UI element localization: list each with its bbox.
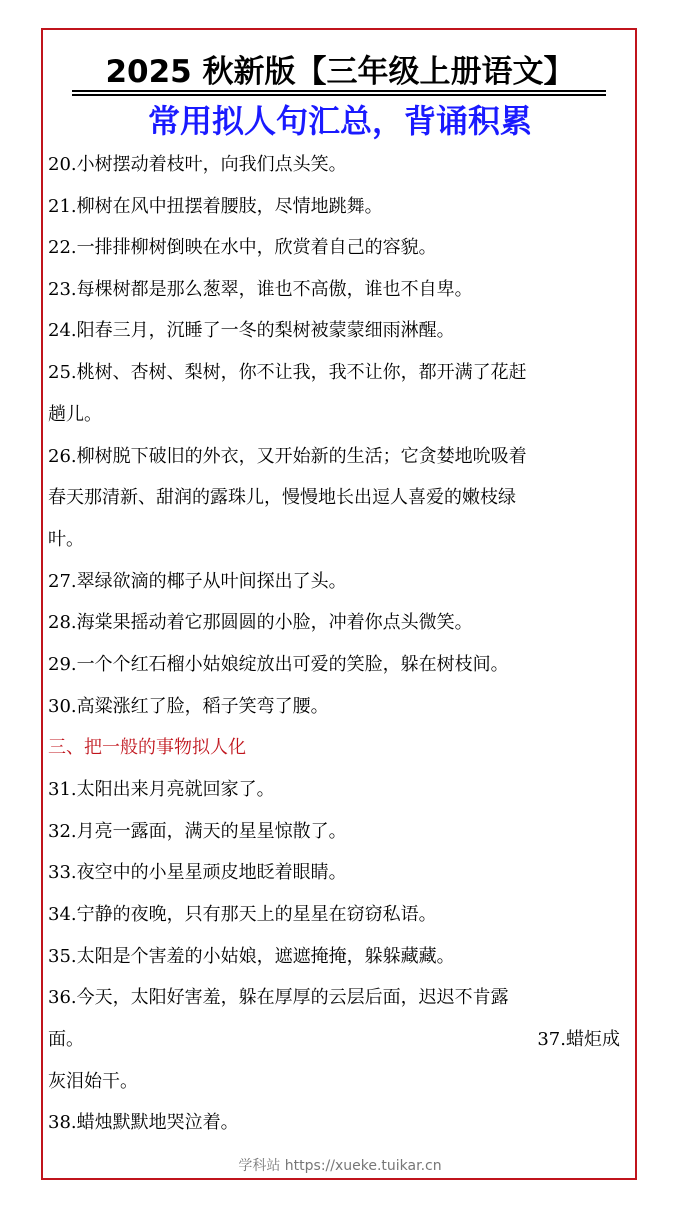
sentence-34: 34.宁静的夜晚，只有那天上的星星在窃窃私语。 bbox=[48, 904, 437, 925]
page-subtitle: 常用拟人句汇总，背诵积累 bbox=[147, 102, 532, 140]
sentence-26: 26.柳树脱下破旧的外衣，又开始新的生活；它贪婪地吮吸着 bbox=[48, 446, 527, 467]
page-title: 2025 秋新版【三年级上册语文】 bbox=[105, 54, 575, 90]
sentence-26-cont: 春天那清新、甜润的露珠儿，慢慢地长出逗人喜爱的嫩枝绿 bbox=[48, 487, 516, 508]
sentence-23: 23.每棵树都是那么葱翠，谁也不高傲，谁也不自卑。 bbox=[48, 279, 473, 300]
sentence-37-cont: 灰泪始干。 bbox=[48, 1071, 138, 1092]
title-underline bbox=[72, 90, 606, 92]
sentence-25-cont: 趟儿。 bbox=[48, 404, 102, 425]
sentence-24: 24.阳春三月，沉睡了一冬的梨树被蒙蒙细雨淋醒。 bbox=[48, 320, 455, 341]
section-heading: 三、把一般的事物拟人化 bbox=[48, 737, 246, 758]
sentence-38: 38.蜡烛默默地哭泣着。 bbox=[48, 1112, 239, 1133]
sentence-29: 29.一个个红石榴小姑娘绽放出可爱的笑脸，躲在树枝间。 bbox=[48, 654, 509, 675]
sentence-30: 30.高粱涨红了脸，稻子笑弯了腰。 bbox=[48, 696, 329, 717]
title-underline-2 bbox=[72, 94, 606, 96]
sentence-31: 31.太阳出来月亮就回家了。 bbox=[48, 779, 275, 800]
footer-watermark: 学科站 https://xueke.tuikar.cn bbox=[238, 1158, 442, 1174]
sentence-36: 36.今天，太阳好害羞，躲在厚厚的云层后面，迟迟不肯露 bbox=[48, 987, 509, 1008]
sentence-35: 35.太阳是个害羞的小姑娘，遮遮掩掩，躲躲藏藏。 bbox=[48, 946, 455, 967]
sentence-33: 33.夜空中的小星星顽皮地眨着眼睛。 bbox=[48, 862, 347, 883]
sentence-25: 25.桃树、杏树、梨树，你不让我，我不让你，都开满了花赶 bbox=[48, 362, 527, 383]
sentence-28: 28.海棠果摇动着它那圆圆的小脸，冲着你点头微笑。 bbox=[48, 612, 473, 633]
sentence-21: 21.柳树在风中扭摆着腰肢，尽情地跳舞。 bbox=[48, 196, 383, 217]
sentence-26-cont-2: 叶。 bbox=[48, 529, 84, 550]
sentence-27: 27.翠绿欲滴的椰子从叶间探出了头。 bbox=[48, 571, 347, 592]
sentence-37: 37.蜡炬成 bbox=[537, 1029, 620, 1050]
sentence-32: 32.月亮一露面，满天的星星惊散了。 bbox=[48, 821, 347, 842]
sentence-36-cont: 面。 bbox=[48, 1029, 84, 1050]
sentence-20: 20.小树摆动着枝叶，向我们点头笑。 bbox=[48, 154, 347, 175]
sentence-22: 22.一排排柳树倒映在水中，欣赏着自己的容貌。 bbox=[48, 237, 437, 258]
